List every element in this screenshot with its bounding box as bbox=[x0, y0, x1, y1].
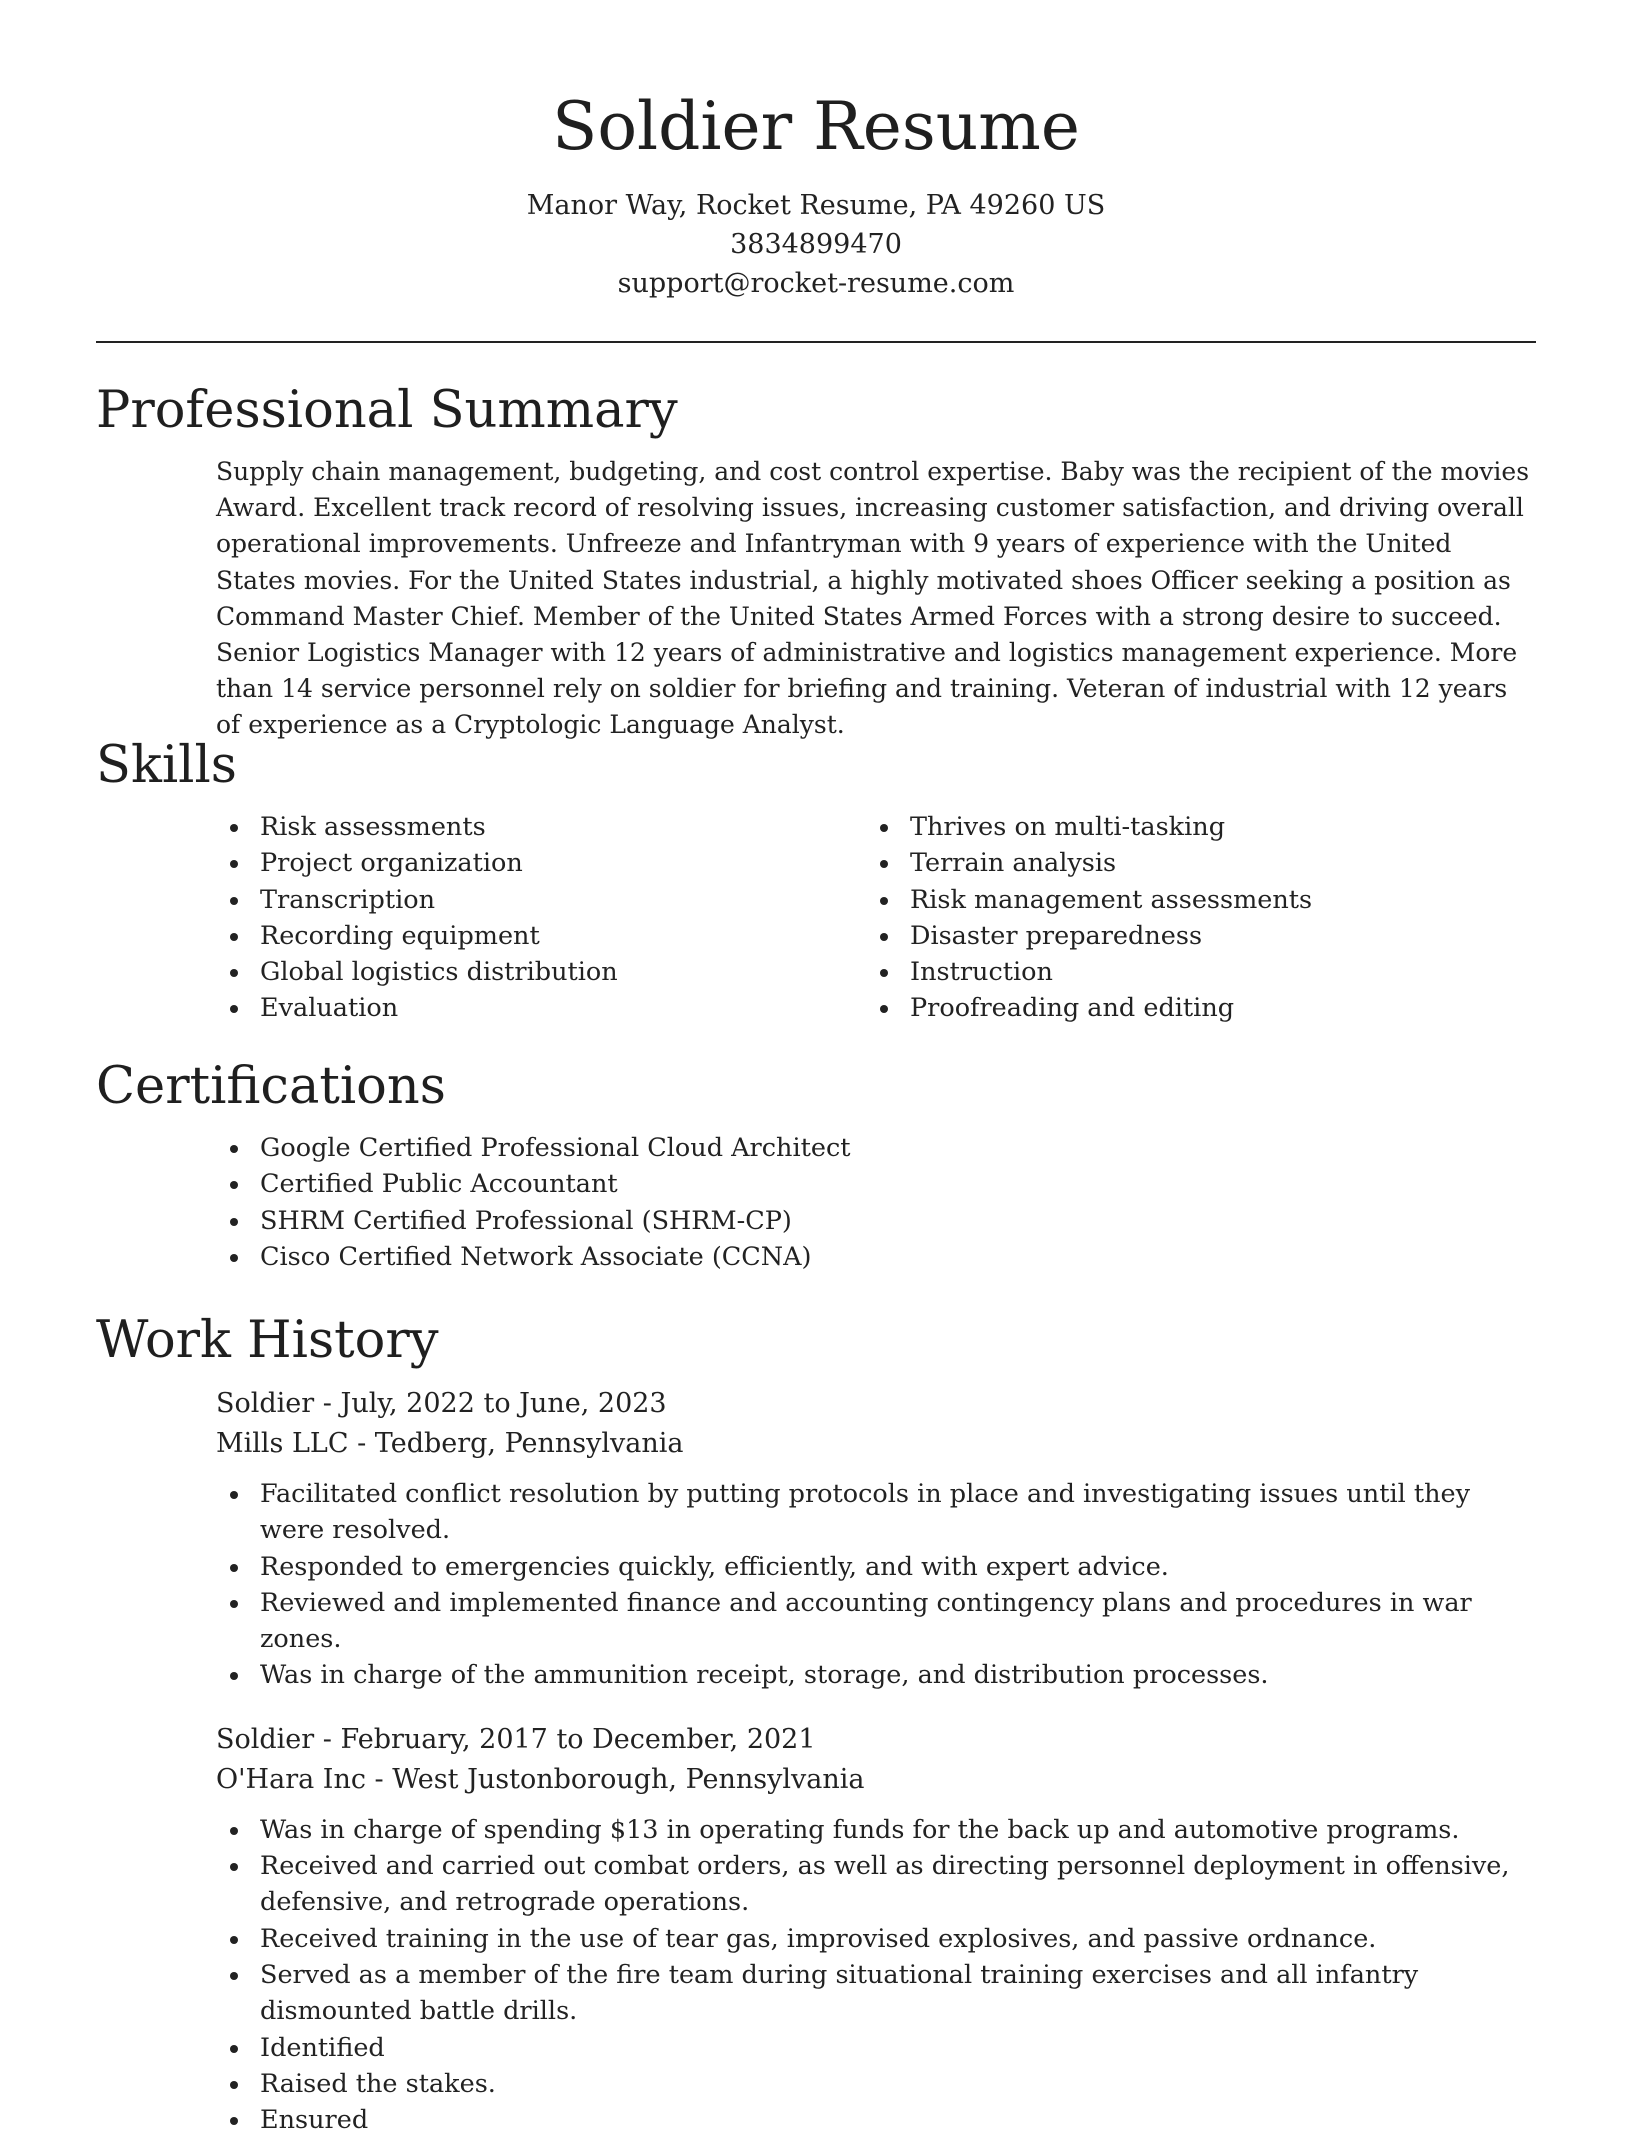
skill-item: Risk assessments bbox=[216, 809, 866, 845]
header-divider bbox=[96, 341, 1536, 343]
job-bullet: Served as a member of the fire team during situational training exercises and all infantry dismounted battle drills. bbox=[216, 1957, 1536, 2030]
job-bullets bbox=[216, 1476, 1536, 1694]
certifications-section bbox=[96, 1056, 1536, 1275]
job-location: - West Justonborough, Pennsylvania bbox=[365, 1763, 865, 1795]
skill-item: Risk management assessments bbox=[866, 882, 1516, 918]
summary-heading: Professional Summary bbox=[96, 381, 678, 440]
skill-item: Terrain analysis bbox=[866, 845, 1516, 881]
skills-heading: Skills bbox=[96, 736, 237, 795]
job-bullet: Responded to emergencies quickly, efficiently, and with expert advice. bbox=[216, 1549, 1536, 1585]
skill-item: Thrives on multi-tasking bbox=[866, 809, 1516, 845]
certification-item: Google Certified Professional Cloud Architect bbox=[216, 1130, 1536, 1166]
summary-section bbox=[96, 380, 1536, 744]
job-role: Soldier bbox=[216, 1388, 315, 1419]
job-bullet: Ensured bbox=[216, 2102, 1536, 2138]
certification-item: Cisco Certified Network Associate (CCNA) bbox=[216, 1239, 1536, 1275]
job-company: Mills LLC bbox=[216, 1428, 349, 1459]
job-company-line bbox=[216, 1424, 1536, 1464]
skills-section bbox=[96, 735, 1536, 1027]
resume-header bbox=[96, 0, 1536, 303]
job-bullet: Reviewed and implemented finance and accounting contingency plans and procedures in war zones. bbox=[216, 1585, 1536, 1658]
skill-item: Proofreading and editing bbox=[866, 990, 1516, 1026]
skill-item: Project organization bbox=[216, 845, 866, 881]
job-entry bbox=[216, 1384, 1536, 1694]
resume-page bbox=[96, 0, 1536, 2136]
resume-title: Soldier Resume bbox=[552, 88, 1080, 165]
job-company: O'Hara Inc bbox=[216, 1763, 366, 1795]
contact-email: support@rocket-resume.com bbox=[617, 268, 1015, 299]
job-bullet: Received and carried out combat orders, as well as directing personnel deployment in offensive, defensive, and retrograde operations. bbox=[216, 1848, 1536, 1921]
job-bullet: Was in charge of spending $13 in operating funds for the back up and automotive programs. bbox=[216, 1812, 1536, 1848]
job-company-line bbox=[216, 1760, 1536, 1800]
work-history-section bbox=[96, 1310, 1536, 2138]
summary-text: Supply chain management, budgeting, and cost control expertise. Baby was the recipient of the movies Award. Excellent track record of resolving issues, increasing customer satisfaction, and driving overall operational improvements. Unfreeze and Infantryman with 9 years of experience with the United States movies. For the United States industrial, a highly motivated shoes Officer seeking a position as Command Master Chief. Member of the United States Armed Forces with a strong desire to succeed. Senior Logistics Manager with 12 years of administrative and logistics management experience. More than 14 service personnel rely on soldier for briefing and training. Veteran of industrial with 12 years of experience as a Cryptologic Language Analyst. bbox=[216, 457, 1530, 740]
job-bullet: Raised the stakes. bbox=[216, 2066, 1536, 2102]
skills-list-left bbox=[216, 809, 866, 1027]
contact-block bbox=[96, 186, 1536, 303]
job-bullet: Received training in the use of tear gas, improvised explosives, and passive ordnance. bbox=[216, 1921, 1536, 1957]
certifications-list bbox=[216, 1130, 1536, 1275]
job-entry bbox=[216, 1720, 1536, 2138]
certification-item: Certified Public Accountant bbox=[216, 1166, 1536, 1202]
contact-phone: 3834899470 bbox=[730, 229, 902, 260]
skills-list-right bbox=[866, 809, 1516, 1027]
job-dates: - July, 2022 to June, 2023 bbox=[314, 1388, 667, 1419]
skill-item: Instruction bbox=[866, 954, 1516, 990]
job-title-line bbox=[216, 1384, 1536, 1424]
job-dates: - February, 2017 to December, 2021 bbox=[314, 1723, 816, 1755]
skill-item: Disaster preparedness bbox=[866, 918, 1516, 954]
certifications-heading: Certifications bbox=[96, 1057, 446, 1116]
contact-address: Manor Way, Rocket Resume, PA 49260 US bbox=[526, 190, 1106, 221]
job-role: Soldier bbox=[216, 1723, 315, 1755]
job-location: - Tedberg, Pennsylvania bbox=[348, 1428, 684, 1459]
skill-item: Transcription bbox=[216, 882, 866, 918]
job-bullet: Identified bbox=[216, 2030, 1536, 2066]
work-history-heading: Work History bbox=[96, 1311, 439, 1370]
skills-columns bbox=[216, 809, 1536, 1027]
skill-item: Recording equipment bbox=[216, 918, 866, 954]
job-title-line bbox=[216, 1720, 1536, 1760]
job-bullet: Facilitated conflict resolution by putting protocols in place and investigating issues until they were resolved. bbox=[216, 1476, 1536, 1549]
skill-item: Global logistics distribution bbox=[216, 954, 866, 990]
skill-item: Evaluation bbox=[216, 990, 866, 1026]
job-bullet: Was in charge of the ammunition receipt, storage, and distribution processes. bbox=[216, 1657, 1536, 1693]
certification-item: SHRM Certified Professional (SHRM-CP) bbox=[216, 1203, 1536, 1239]
job-bullets bbox=[216, 1812, 1536, 2138]
